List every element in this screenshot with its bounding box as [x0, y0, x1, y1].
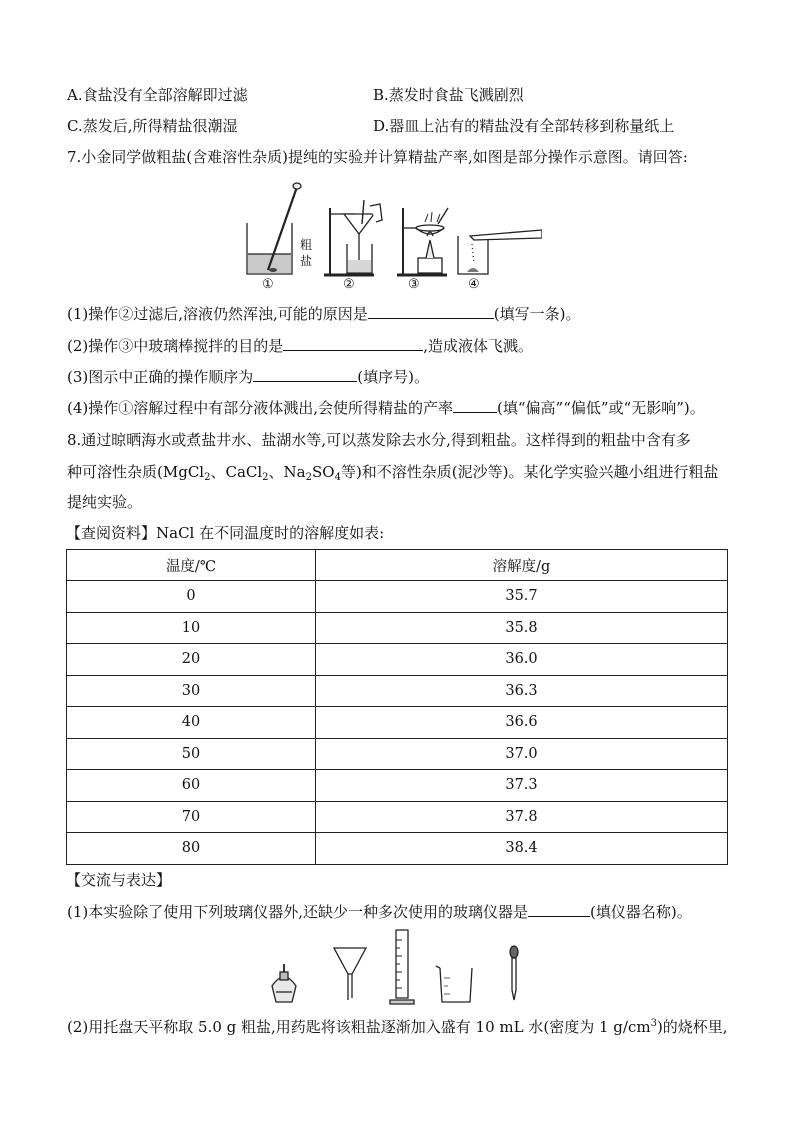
- funnel-icon: [334, 948, 366, 1000]
- step-label-4: ④: [468, 277, 480, 290]
- operation-figure: [242, 178, 542, 290]
- q7-part4: (4)操作①溶解过程中有部分液体溅出,会使所得精盐的产率 (填“偏高”“偏低”或“无影响”)。: [67, 399, 705, 417]
- table-row: 30 36.3: [67, 675, 728, 707]
- answer-blank[interactable]: [528, 901, 590, 917]
- answer-blank[interactable]: [283, 335, 423, 351]
- answer-blank[interactable]: [368, 303, 494, 319]
- header-solubility: 溶解度/g: [316, 550, 728, 581]
- table-header-row: [67, 550, 728, 581]
- q7-part1: (1)操作②过滤后,溶液仍然浑浊,可能的原因是 (填写一条)。: [67, 305, 581, 323]
- q8-part1: (1)本实验除了使用下列玻璃仪器外,还缺少一种多次使用的玻璃仪器是 (填仪器名称)。: [67, 903, 692, 921]
- glassware-figure: [268, 928, 528, 1008]
- label-char-1: 粗: [300, 238, 313, 252]
- step-label-1: ①: [262, 277, 274, 290]
- header-temperature: 温度/℃: [67, 550, 316, 581]
- table-row: 80 38.4: [67, 833, 728, 865]
- q7-part3: (3)图示中正确的操作顺序为 (填序号)。: [67, 368, 429, 386]
- filtration-stand-icon: [324, 200, 382, 275]
- q8-part2: (2)用托盘天平称取 5.0 g 粗盐,用药匙将该粗盐逐渐加入盛有 10 mL 水(密度为 1 $g/cm^3$)的烧杯里,: [67, 1018, 728, 1036]
- option-b: B.蒸发时食盐飞溅剧烈: [373, 86, 524, 104]
- table-row: 70 37.8: [67, 801, 728, 833]
- discussion-heading: 【交流与表达】: [66, 871, 172, 889]
- option-d: D.器皿上沾有的精盐没有全部转移到称量纸上: [373, 117, 675, 135]
- option-c: C.蒸发后,所得精盐很潮湿: [67, 117, 238, 135]
- q8-stem-line2: 种可溶性杂质(MgCl$_2$、CaCl$_2$、$Na_2SO_4$等)和不溶性杂质(泥沙等)。某化学实验兴趣小组进行粗盐: [67, 463, 719, 483]
- solubility-table: [66, 549, 728, 865]
- q7-part2: (2)操作③中玻璃棒搅拌的目的是 ,造成液体飞溅。: [67, 337, 534, 355]
- option-a: A.食盐没有全部溶解即过滤: [67, 86, 248, 104]
- step-label-2: ②: [343, 277, 355, 290]
- dropper-icon: [510, 946, 518, 1000]
- lookup-heading: 【查阅资料】NaCl 在不同温度时的溶解度如表:: [66, 524, 385, 542]
- q8-stem-line3: 提纯实验。: [67, 493, 143, 511]
- table-row: 50 37.0: [67, 738, 728, 770]
- table-row: 40 36.6: [67, 707, 728, 739]
- evaporation-stand-icon: [397, 208, 448, 275]
- graduated-cylinder-icon: [390, 930, 414, 1004]
- transfer-beaker-icon: [458, 230, 542, 274]
- table-row: 10 35.8: [67, 612, 728, 644]
- beaker-icon: [436, 966, 472, 1002]
- table-row: 20 36.0: [67, 644, 728, 676]
- table-row: 0 35.7: [67, 581, 728, 613]
- q8-stem-line1: 8.通过晾晒海水或煮盐井水、盐湖水等,可以蒸发除去水分,得到粗盐。这样得到的粗盐中含有多: [67, 431, 691, 449]
- dissolve-beaker-icon: [247, 183, 301, 274]
- q7-stem: 7.小金同学做粗盐(含难溶性杂质)提纯的实验并计算精盐产率,如图是部分操作示意图。请回答:: [67, 148, 688, 166]
- alcohol-lamp-icon: [272, 964, 296, 1002]
- step-label-3: ③: [408, 277, 420, 290]
- answer-blank[interactable]: [253, 366, 357, 382]
- table-row: 60 37.3: [67, 770, 728, 802]
- answer-blank[interactable]: [453, 397, 497, 413]
- label-char-2: 盐: [300, 254, 313, 268]
